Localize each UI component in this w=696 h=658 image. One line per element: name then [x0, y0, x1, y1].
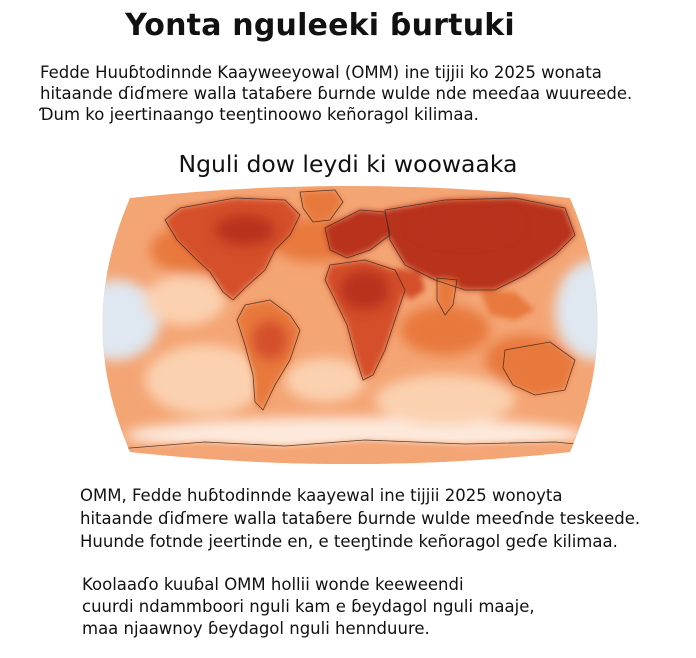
page-title: Yonta nguleeki ɓurtuki	[125, 8, 515, 43]
south-atlantic-patch	[285, 358, 365, 402]
paragraph-line: OMM, Fedde huɓtodinnde kaayewal ine tiјјii 2025 wonoyta	[80, 486, 563, 505]
paragraph-omm-report	[80, 484, 680, 553]
map-title: Nguli dow leydi ki woowaaka	[178, 150, 518, 178]
intro-line: hitaande ɗiɗmere walla tataɓere ɓurnde wulde nde meeɗaa wuureede.	[40, 84, 633, 103]
paragraph-line: Koolaaɗo kuuɓal OMM hollii wonde keeweendi	[82, 575, 464, 594]
intro-line: Fedde Huuɓtodinnde Kaayweeyowal (OMM) ine tiјјii ko 2025 wonata	[40, 63, 602, 82]
east-pacific-patch	[145, 275, 225, 325]
paragraph-line: cuurdi ndammboori nguli kam e ɓeydagol nguli maaje,	[82, 597, 535, 616]
temperature-anomaly-map	[85, 180, 615, 470]
intro-line: Ɗum ko jeertinaango teeŋtinoowo keñoragol kilimaa.	[40, 105, 479, 124]
indian-ocean-south	[375, 375, 515, 425]
siberia-hotspot	[410, 207, 520, 243]
paragraph-line: maa njaawnoy ɓeydagol nguli hennduure.	[82, 619, 430, 638]
paragraph-line: Huunde fotnde jeertinde en, e teeŋtinde keñoragol geɗe kilimaa.	[80, 532, 618, 551]
paragraph-omm-warning	[82, 574, 682, 640]
world-map-svg	[85, 180, 615, 470]
sahara-hotspot	[340, 270, 390, 310]
paragraph-line: hitaande ɗiɗmere walla tataɓere ɓurnde wulde meeɗnde teskeede.	[80, 509, 641, 528]
south-pacific-patch	[145, 345, 265, 415]
intro-paragraph	[40, 62, 680, 125]
canada-hotspot	[215, 215, 275, 245]
amazon-hotspot	[252, 320, 288, 360]
